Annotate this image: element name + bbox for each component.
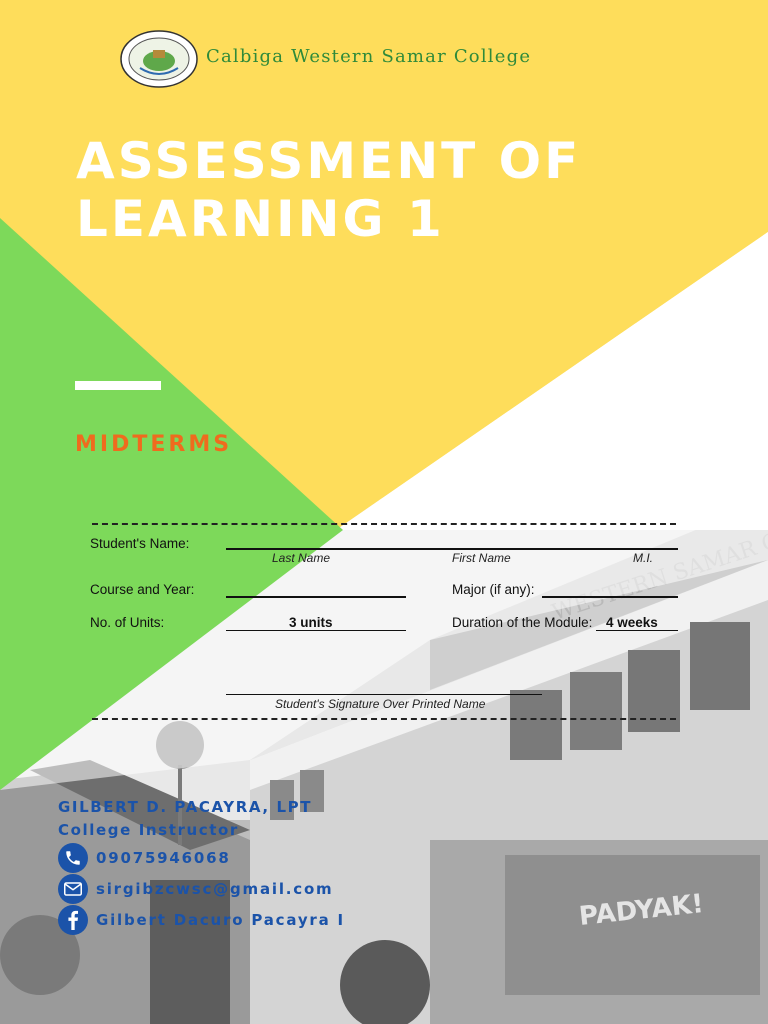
student-name-field[interactable] <box>226 548 678 550</box>
student-name-label: Student's Name: <box>90 536 190 551</box>
units-value: 3 units <box>289 615 333 630</box>
term-label: MIDTERMS <box>75 432 233 457</box>
contact-email <box>58 874 333 904</box>
signature-field[interactable] <box>226 694 542 695</box>
instructor-block <box>58 796 312 842</box>
title-line-1: ASSESSMENT OF <box>76 132 582 190</box>
units-field <box>226 630 406 631</box>
course-year-field[interactable] <box>226 596 406 598</box>
email-icon <box>58 874 88 904</box>
instructor-role: College Instructor <box>58 821 239 839</box>
duration-field <box>596 630 678 631</box>
signature-caption: Student's Signature Over Printed Name <box>275 697 486 711</box>
instructor-name: GILBERT D. PACAYRA, LPT <box>58 798 313 816</box>
course-year-label: Course and Year: <box>90 582 195 597</box>
contact-phone <box>58 843 231 873</box>
major-field[interactable] <box>542 596 678 598</box>
units-label: No. of Units: <box>90 615 165 630</box>
title-line-2: LEARNING 1 <box>76 190 445 248</box>
first-name-caption: First Name <box>452 551 511 565</box>
module-title <box>76 132 716 248</box>
college-name: Calbiga Western Samar College <box>206 46 532 67</box>
contact-facebook <box>58 905 345 935</box>
duration-value: 4 weeks <box>606 615 658 630</box>
form-top-divider <box>92 523 676 525</box>
college-seal-logo <box>120 30 198 88</box>
form-bottom-divider <box>92 718 676 720</box>
major-label: Major (if any): <box>452 582 535 597</box>
title-divider <box>75 381 161 390</box>
email-address[interactable]: sirgibzcwsc@gmail.com <box>96 880 334 898</box>
facebook-icon <box>58 905 88 935</box>
last-name-caption: Last Name <box>272 551 331 565</box>
duration-label: Duration of the Module: <box>452 615 593 630</box>
phone-icon <box>58 843 88 873</box>
facebook-name[interactable]: Gilbert Dacuro Pacayra I <box>96 911 345 929</box>
phone-number[interactable]: 09075946068 <box>96 849 231 867</box>
mi-caption: M.I. <box>633 551 653 565</box>
banner-text: PADYAK! <box>577 889 706 932</box>
